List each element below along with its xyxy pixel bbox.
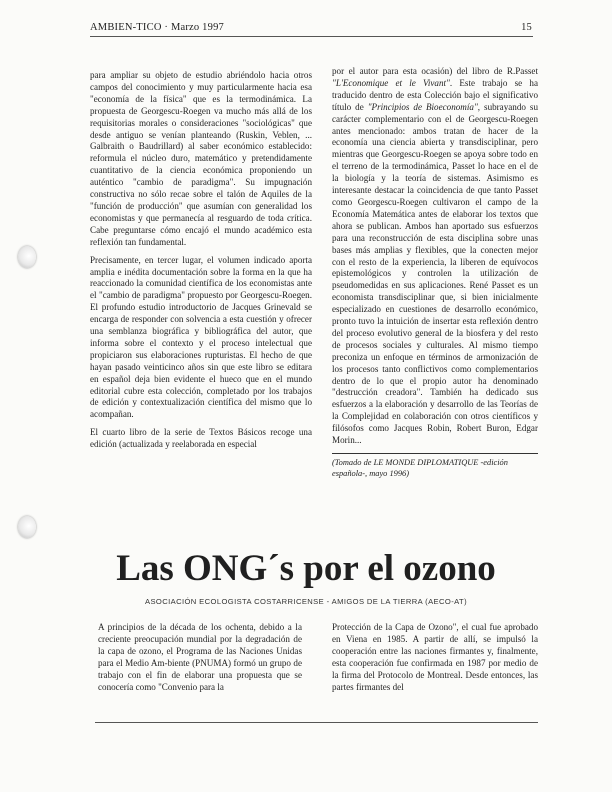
paragraph: Precisamente, en tercer lugar, el volumen indicado aporta amplia e inédita documentación sobre la forma en la que ha reaccionado la comunidad científica de los economistas ante el "cambio de paradigma" propuesto por Georgescu-Roegen. El profundo estudio introductorio de Jacques Grinevald se encarga de responder con solvencia a esta cuestión y ofrecer una semblanza biográfica y bibliográfica del autor, que informa sobre el contexto y el proceso intelectual que propiciaron sus elaboraciones rupturistas. El hecho de que hayan pasado veinticinco años sin que este libro se editara en español deja bien evidente el hueco que en el mundo editorial cubre esta colección, completado por los trabajos de edición y contextualización científica del mismo que lo acompañan. [90, 254, 312, 420]
punch-hole-top [18, 246, 36, 268]
paragraph: Protección de la Capa de Ozono", el cual fue aprobado en Viena en 1985. A partir de allí, se impulsó la cooperación entre las naciones firmantes y, finalmente, esta cooperación fue confirmada en 1987 por medio de la firma del Protocolo de Montreal. Desde entonces, las partes firmantes del [332, 622, 538, 692]
column-right-top [332, 66, 538, 479]
book-title: "L'Economique et le Vivant" [332, 77, 450, 88]
paragraph [332, 66, 538, 447]
text-run: . Este trabajo se ha traducido dentro de esta Colección bajo el significativo título de [332, 77, 538, 112]
footer-divider [95, 722, 538, 723]
text-run: , subrayando su carácter complementario con el de Georgescu-Roegen antes mencionado: ambos tratan de hacer de la economía una ciencia abierta y transdisciplinar, pero mientras que Georgescu-Roegen se apoya sobre todo en el terreno de la termodinámica, Passet lo hace en el de la biología y la teoría de sistemas. Asimismo es interesante destacar la coincidencia de que tanto Passet como Georgescu-Roegen cultivaron el campo de la Economía Matemática antes de elaborar los textos que ahora se publican. Ambos han aportado sus esfuerzos para una reconstrucción de esta disciplina sobre unas bases más amplias y flexibles, que la conecten mejor con el resto de la experiencia, la liberen de equívocos epistemológicos y controlen la utilización de pseudomedidas en sus aplicaciones. René Passet es un economista transdisciplinar que, si bien inicialmente especializado en cuestiones de desarrollo económico, pronto tuvo la intuición de insertar esta reflexión dentro del proceso evolutivo general de la biosfera y del resto de procesos sociales y culturales. Al mismo tiempo preconiza un enfoque en términos de armonización de los procesos tanto conflictivos como complementarios dentro de lo que el propio autor ha denominado "destrucción creadora". También ha dedicado sus esfuerzos a la elaboración y desarrollo de las Teorías de la Complejidad en colaboración con otros científicos y filósofos como Jacques Robin, Robert Buron, Edgar Morin... [332, 101, 539, 446]
paragraph: A principios de la década de los ochenta, debido a la creciente preocupación mundial por la degradación de la capa de ozono, el Programa de las Naciones Unidas para el Medio Am-biente (PNUMA) formó un grupo de trabajo con el fin de elaborar una propuesta que se conocería como "Convenio para la [98, 622, 302, 692]
page-number: 15 [521, 22, 532, 33]
publication-name: AMBIEN-TICO · Marzo 1997 [90, 22, 224, 33]
column-left-top [90, 70, 312, 457]
paragraph: El cuarto libro de la serie de Textos Básicos recoge una edición (actualizada y reelaborada en especial [90, 427, 312, 450]
column-right-bottom [332, 622, 538, 699]
source-credit: (Tomado de LE MONDE DIPLOMATIQUE -edición española-, mayo 1996) [332, 453, 538, 479]
page-header [90, 22, 532, 33]
column-left-bottom [98, 622, 302, 699]
article-title: Las ONG´s por el ozono [116, 548, 496, 589]
text-run: por el autor para esta ocasión) del libro de R.Passet [332, 66, 538, 76]
paragraph: para ampliar su objeto de estudio abriéndolo hacia otros campos del conocimiento y muy particularmente hacia esa "economía de la física" que es la termodinámica. La propuesta de Georgescu-Roegen va mucho más allá de los requisitorias morales o consideraciones "sociológicas" que desde antiguo se venían planteando (Ruskin, Veblen, ... Galbraith o Baudrillard) al saber económico establecido: reformula el núcleo duro, matemático y pretendidamente cuantitativo de la ciencia económica proponiendo un auténtico "cambio de paradigma". Su impugnación constructiva no sólo recae sobre el talón de Aquiles de la "función de producción" que asumían con generalidad los economistas y que permanecía al resguardo de toda crítica. Cabe preguntarse cómo encajó el mundo académico esta reflexión tan fundamental. [90, 70, 312, 247]
header-divider [90, 36, 533, 37]
article-byline: ASOCIACIÓN ECOLOGISTA COSTARRICENSE - AMIGOS DE LA TIERRA (AECO-AT) [144, 597, 468, 606]
collection-title: "Principios de Bioeconomía" [367, 101, 478, 112]
punch-hole-bottom [18, 516, 36, 538]
